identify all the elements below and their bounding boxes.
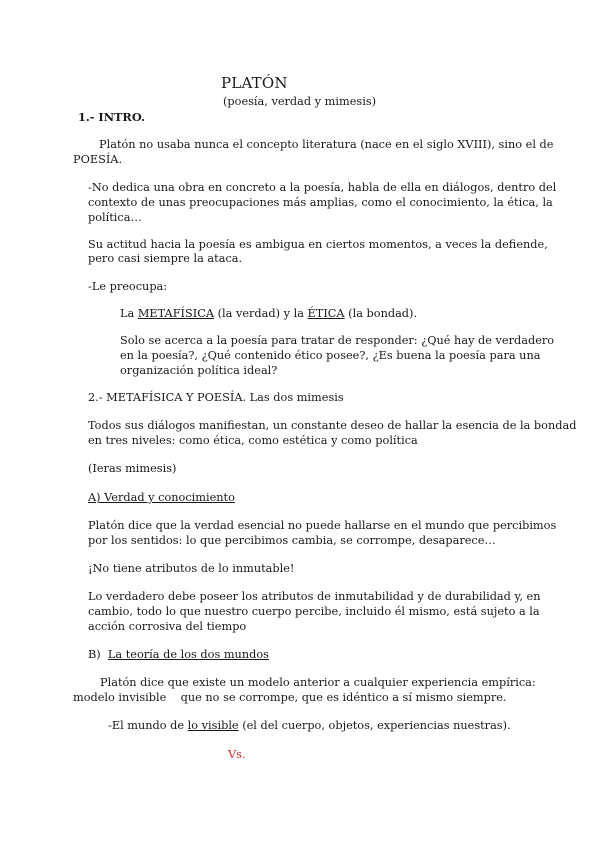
paragraph-1-line-1: Platón no usaba nunca el concepto literatura (nace en el siglo XVIII), sino el de [99,138,554,151]
paragraph-13-text-b: (el del cuerpo, objetos, experiencias nuestras). [238,719,511,732]
paragraph-5-text-b: (la verdad) y la [214,307,308,320]
subsection-b-prefix: B) [88,648,101,661]
paragraph-13-text-a: -El mundo de [108,719,188,732]
paragraph-11-line-3: acción corrosiva del tiempo [88,620,247,633]
subsection-b-heading [88,647,269,662]
paragraph-12-line-1: Platón dice que existe un modelo anterior a cualquier experiencia empírica: [100,676,536,689]
paragraph-2-line-1: -No dedica una obra en concreto a la poesía, habla de ella en diálogos, dentro del [88,181,557,194]
paragraph-1-line-2: POESÍA. [73,153,123,166]
paragraph-13 [108,718,511,733]
metafisica-underlined: METAFÍSICA [137,307,215,320]
section-1-heading: 1.- INTRO. [78,110,145,124]
etica-underlined: ÉTICA [307,307,345,320]
paragraph-7-line-1: Todos sus diálogos manifiestan, un constante deseo de hallar la esencia de la bondad [88,419,577,432]
paragraph-6-line-3: organización política ideal? [120,364,278,377]
page-subtitle: (poesía, verdad y mimesis) [223,95,377,108]
paragraph-3-line-2: pero casi siempre la ataca. [88,252,243,265]
paragraph-11-line-1: Lo verdadero debe poseer los atributos de inmutabilidad y de durabilidad y, en [88,590,541,603]
paragraph-7-line-2: en tres niveles: como ética, como estética y como política [88,434,418,447]
lo-visible-underlined: lo visible [187,719,239,732]
paragraph-2-line-3: política… [88,211,142,224]
paragraph-11-line-2: cambio, todo lo que nuestro cuerpo percibe, incluido él mismo, está sujeto a la [88,605,540,618]
paragraph-2-line-2: contexto de unas preocupaciones más amplias, como el conocimiento, la ética, la [88,196,553,209]
paragraph-3-line-1: Su actitud hacia la poesía es ambigua en ciertos momentos, a veces la defiende, [88,238,548,251]
paragraph-12-line-2: modelo invisible que no se corrompe, que es idéntico a sí mismo siempre. [73,691,507,704]
subsection-b-title: La teoría de los dos mundos [107,648,269,661]
section-2-heading: 2.- METAFÍSICA Y POESÍA. Las dos mimesis [88,391,344,404]
paragraph-10: ¡No tiene atributos de lo inmutable! [88,562,295,575]
paragraph-5-text-c: (la bondad). [344,307,418,320]
paragraph-5 [120,306,417,321]
paragraph-8: (Ieras mimesis) [88,462,177,475]
paragraph-9-line-2: por los sentidos: lo que percibimos cambia, se corrompe, desaparece… [88,534,496,547]
subsection-a-heading: A) Verdad y conocimiento [88,491,235,504]
paragraph-5-text-a: La [120,307,138,320]
paragraph-6-line-2: en la poesía?, ¿Qué contenido ético posee?, ¿Es buena la poesía para una [120,349,541,362]
versus-label: Vs. [228,748,246,761]
paragraph-6-line-1: Solo se acerca a la poesía para tratar de responder: ¿Qué hay de verdadero [120,334,555,347]
page-title: PLATÓN [221,74,288,92]
paragraph-4: -Le preocupa: [88,280,168,293]
paragraph-9-line-1: Platón dice que la verdad esencial no puede hallarse en el mundo que percibimos [88,519,557,532]
